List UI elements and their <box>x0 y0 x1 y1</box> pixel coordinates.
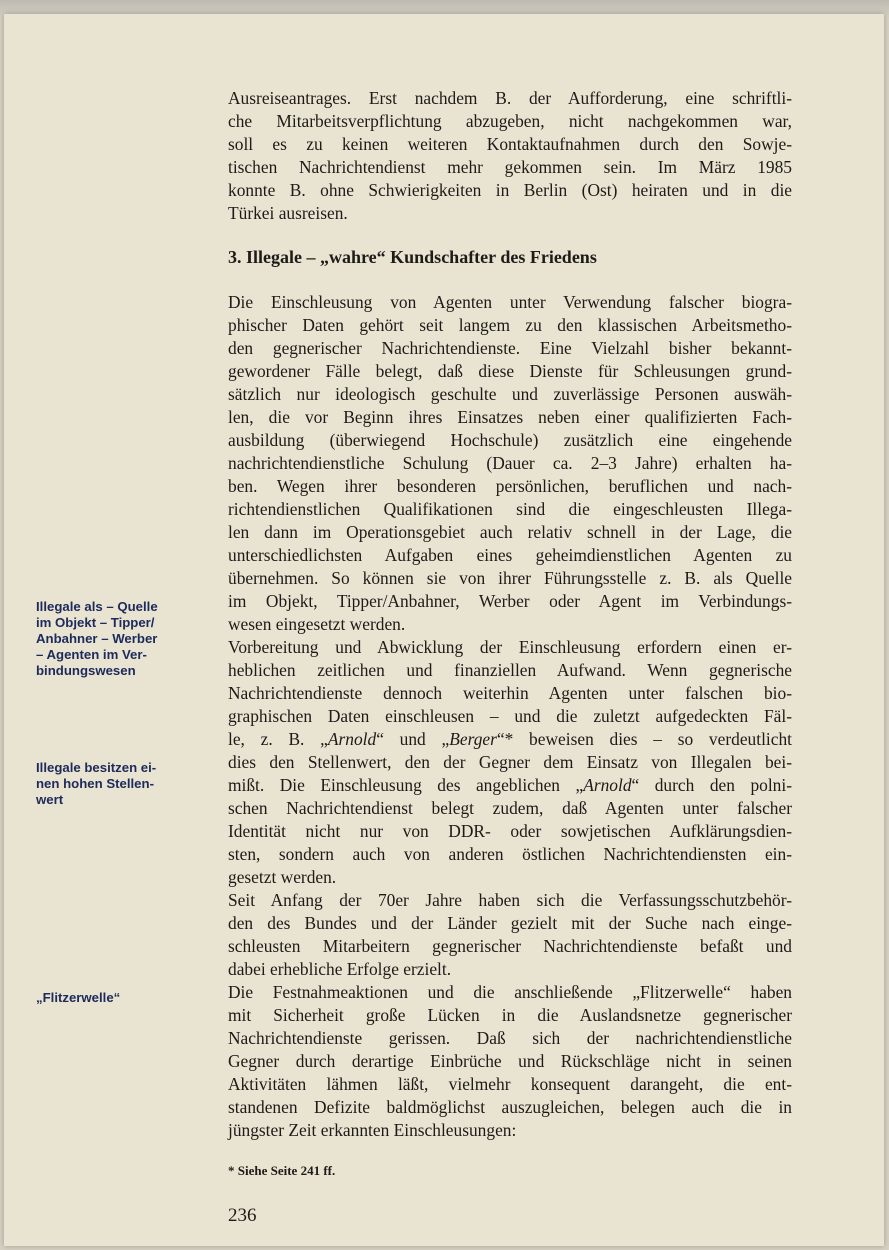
page-number: 236 <box>228 1205 257 1226</box>
text-line: schen Nachrichtendienst belegt zudem, daß Agenten unter falscher <box>228 798 792 818</box>
text-line: im Objekt – Tipper/ <box>36 615 155 630</box>
text-line: phischer Daten gehört seit langem zu den klassischen Arbeitsmetho- <box>228 315 792 335</box>
section-heading: 3. Illegale – „wahre“ Kundschafter des Friedens <box>228 247 597 267</box>
text-line: Identität nicht nur von DDR- oder sowjetischen Aufklärungsdien- <box>228 821 792 841</box>
footnote: * Siehe Seite 241 ff. <box>228 1163 336 1178</box>
text-line: Nachrichtendienste dennoch weiterhin Agenten unter falschen bio- <box>228 683 792 703</box>
text-line: Illegale besitzen ei- <box>36 760 157 775</box>
intro-paragraph <box>228 87 792 225</box>
text-line: wesen eingesetzt werden. <box>228 614 406 634</box>
text-line: graphischen Daten einschleusen – und die zuletzt aufgedeckten Fäl- <box>228 706 792 726</box>
text-line: bindungswesen <box>36 663 136 678</box>
text-line: sten, sondern auch von anderen östlichen Nachrichtendiensten ein- <box>228 844 792 864</box>
text-line: Türkei ausreisen. <box>228 203 348 223</box>
text-line: den des Bundes und der Länder gezielt mit der Suche nach einge- <box>228 913 792 933</box>
text-line: dies den Stellenwert, den der Gegner dem Einsatz von Illegalen bei- <box>228 752 792 772</box>
paragraph-flitzerwelle <box>228 981 792 1142</box>
text-line: mit Sicherheit große Lücken in die Auslandsnetze gegnerischer <box>228 1005 792 1025</box>
text-line: übernehmen. So können sie von ihrer Führungsstelle z. B. als Quelle <box>228 568 792 588</box>
text-line: den gegnerischer Nachrichtendienste. Eine Vielzahl bisher bekannt- <box>228 338 792 358</box>
text-line: Gegner durch derartige Einbrüche und Rückschläge nicht in seinen <box>228 1051 792 1071</box>
text-line: dabei erhebliche Erfolge erzielt. <box>228 959 452 979</box>
text-line: Illegale als – Quelle <box>36 599 158 614</box>
text-line: soll es zu keinen weiteren Kontaktaufnahmen durch den Sowje- <box>228 134 792 154</box>
text-line: schleusten Mitarbeitern gegnerischer Nachrichtendienste befaßt und <box>228 936 792 956</box>
text-line: ben. Wegen ihrer besonderen persönlichen, beruflichen und nach- <box>228 476 792 496</box>
text-line: nachrichtendienstliche Schulung (Dauer ca. 2–3 Jahre) erhalten ha- <box>228 453 792 473</box>
text-line: Aktivitäten lähmen läßt, vielmehr konsequent darangeht, die ent- <box>228 1074 792 1094</box>
margin-note-flitzerwelle <box>36 990 196 1006</box>
text-line: ausbildung (überwiegend Hochschule) zusätzlich eine eingehende <box>228 430 792 450</box>
text-line: im Objekt, Tipper/Anbahner, Werber oder Agent im Verbindungs- <box>228 591 792 611</box>
text-line: tischen Nachrichtendienst mehr gekommen sein. Im März 1985 <box>228 157 792 177</box>
text-line: wert <box>36 792 64 807</box>
paragraph-illegal-agents <box>228 291 792 636</box>
paragraph-effort <box>228 636 792 889</box>
text-line: Vorbereitung und Abwicklung der Einschleusung erfordern einen er- <box>228 637 792 657</box>
text-line: len dann im Operationsgebiet auch relativ schnell in der Lage, die <box>228 522 792 542</box>
text-line: Ausreiseantrages. Erst nachdem B. der Aufforderung, eine schriftli- <box>228 88 792 108</box>
text-line: gesetzt werden. <box>228 867 337 887</box>
text-line: gewordener Fälle belegt, daß diese Dienste für Schleusungen grund- <box>228 361 792 381</box>
text-line: standenen Defizite baldmöglichst auszugleichen, belegen auch die in <box>228 1097 792 1117</box>
text-line: Die Festnahmeaktionen und die anschließende „Flitzerwelle“ haben <box>228 982 792 1002</box>
margin-note-illegal-roles <box>36 599 196 679</box>
text-line: Nachrichtendienste gerissen. Daß sich der nachrichtendienstliche <box>228 1028 792 1048</box>
text-line: che Mitarbeitsverpflichtung abzugeben, nicht nachgekommen war, <box>228 111 792 131</box>
text-line: mißt. Die Einschleusung des angeblichen „Arnold“ durch den polni- <box>228 775 792 795</box>
text-line: unterschiedlichsten Aufgaben eines geheimdienstlichen Agenten zu <box>228 545 792 565</box>
text-line: – Agenten im Ver- <box>36 647 147 662</box>
text-line: Anbahner – Werber <box>36 631 158 646</box>
text-line: heblichen zeitlichen und finanziellen Aufwand. Wenn gegnerische <box>228 660 792 680</box>
text-line: le, z. B. „Arnold“ und „Berger“* beweisen dies – so verdeutlicht <box>228 729 792 749</box>
text-line: len, die vor Beginn ihres Einsatzes neben einer qualifizierten Fach- <box>228 407 792 427</box>
margin-note-high-value <box>36 760 196 808</box>
text-line: Die Einschleusung von Agenten unter Verwendung falscher biogra- <box>228 292 792 312</box>
text-line: Seit Anfang der 70er Jahre haben sich die Verfassungsschutzbehör- <box>228 890 792 910</box>
paragraph-since-70s <box>228 889 792 981</box>
text-line: nen hohen Stellen- <box>36 776 154 791</box>
text-line: richtendienstlichen Qualifikationen sind die eingeschleusten Illega- <box>228 499 792 519</box>
text-line: jüngster Zeit erkannten Einschleusungen: <box>228 1120 517 1140</box>
text-line: konnte B. ohne Schwierigkeiten in Berlin (Ost) heiraten und in die <box>228 180 792 200</box>
text-line: sätzlich nur ideologisch geschulte und zuverlässige Personen auswäh- <box>228 384 792 404</box>
text-line: „Flitzerwelle“ <box>36 990 121 1005</box>
